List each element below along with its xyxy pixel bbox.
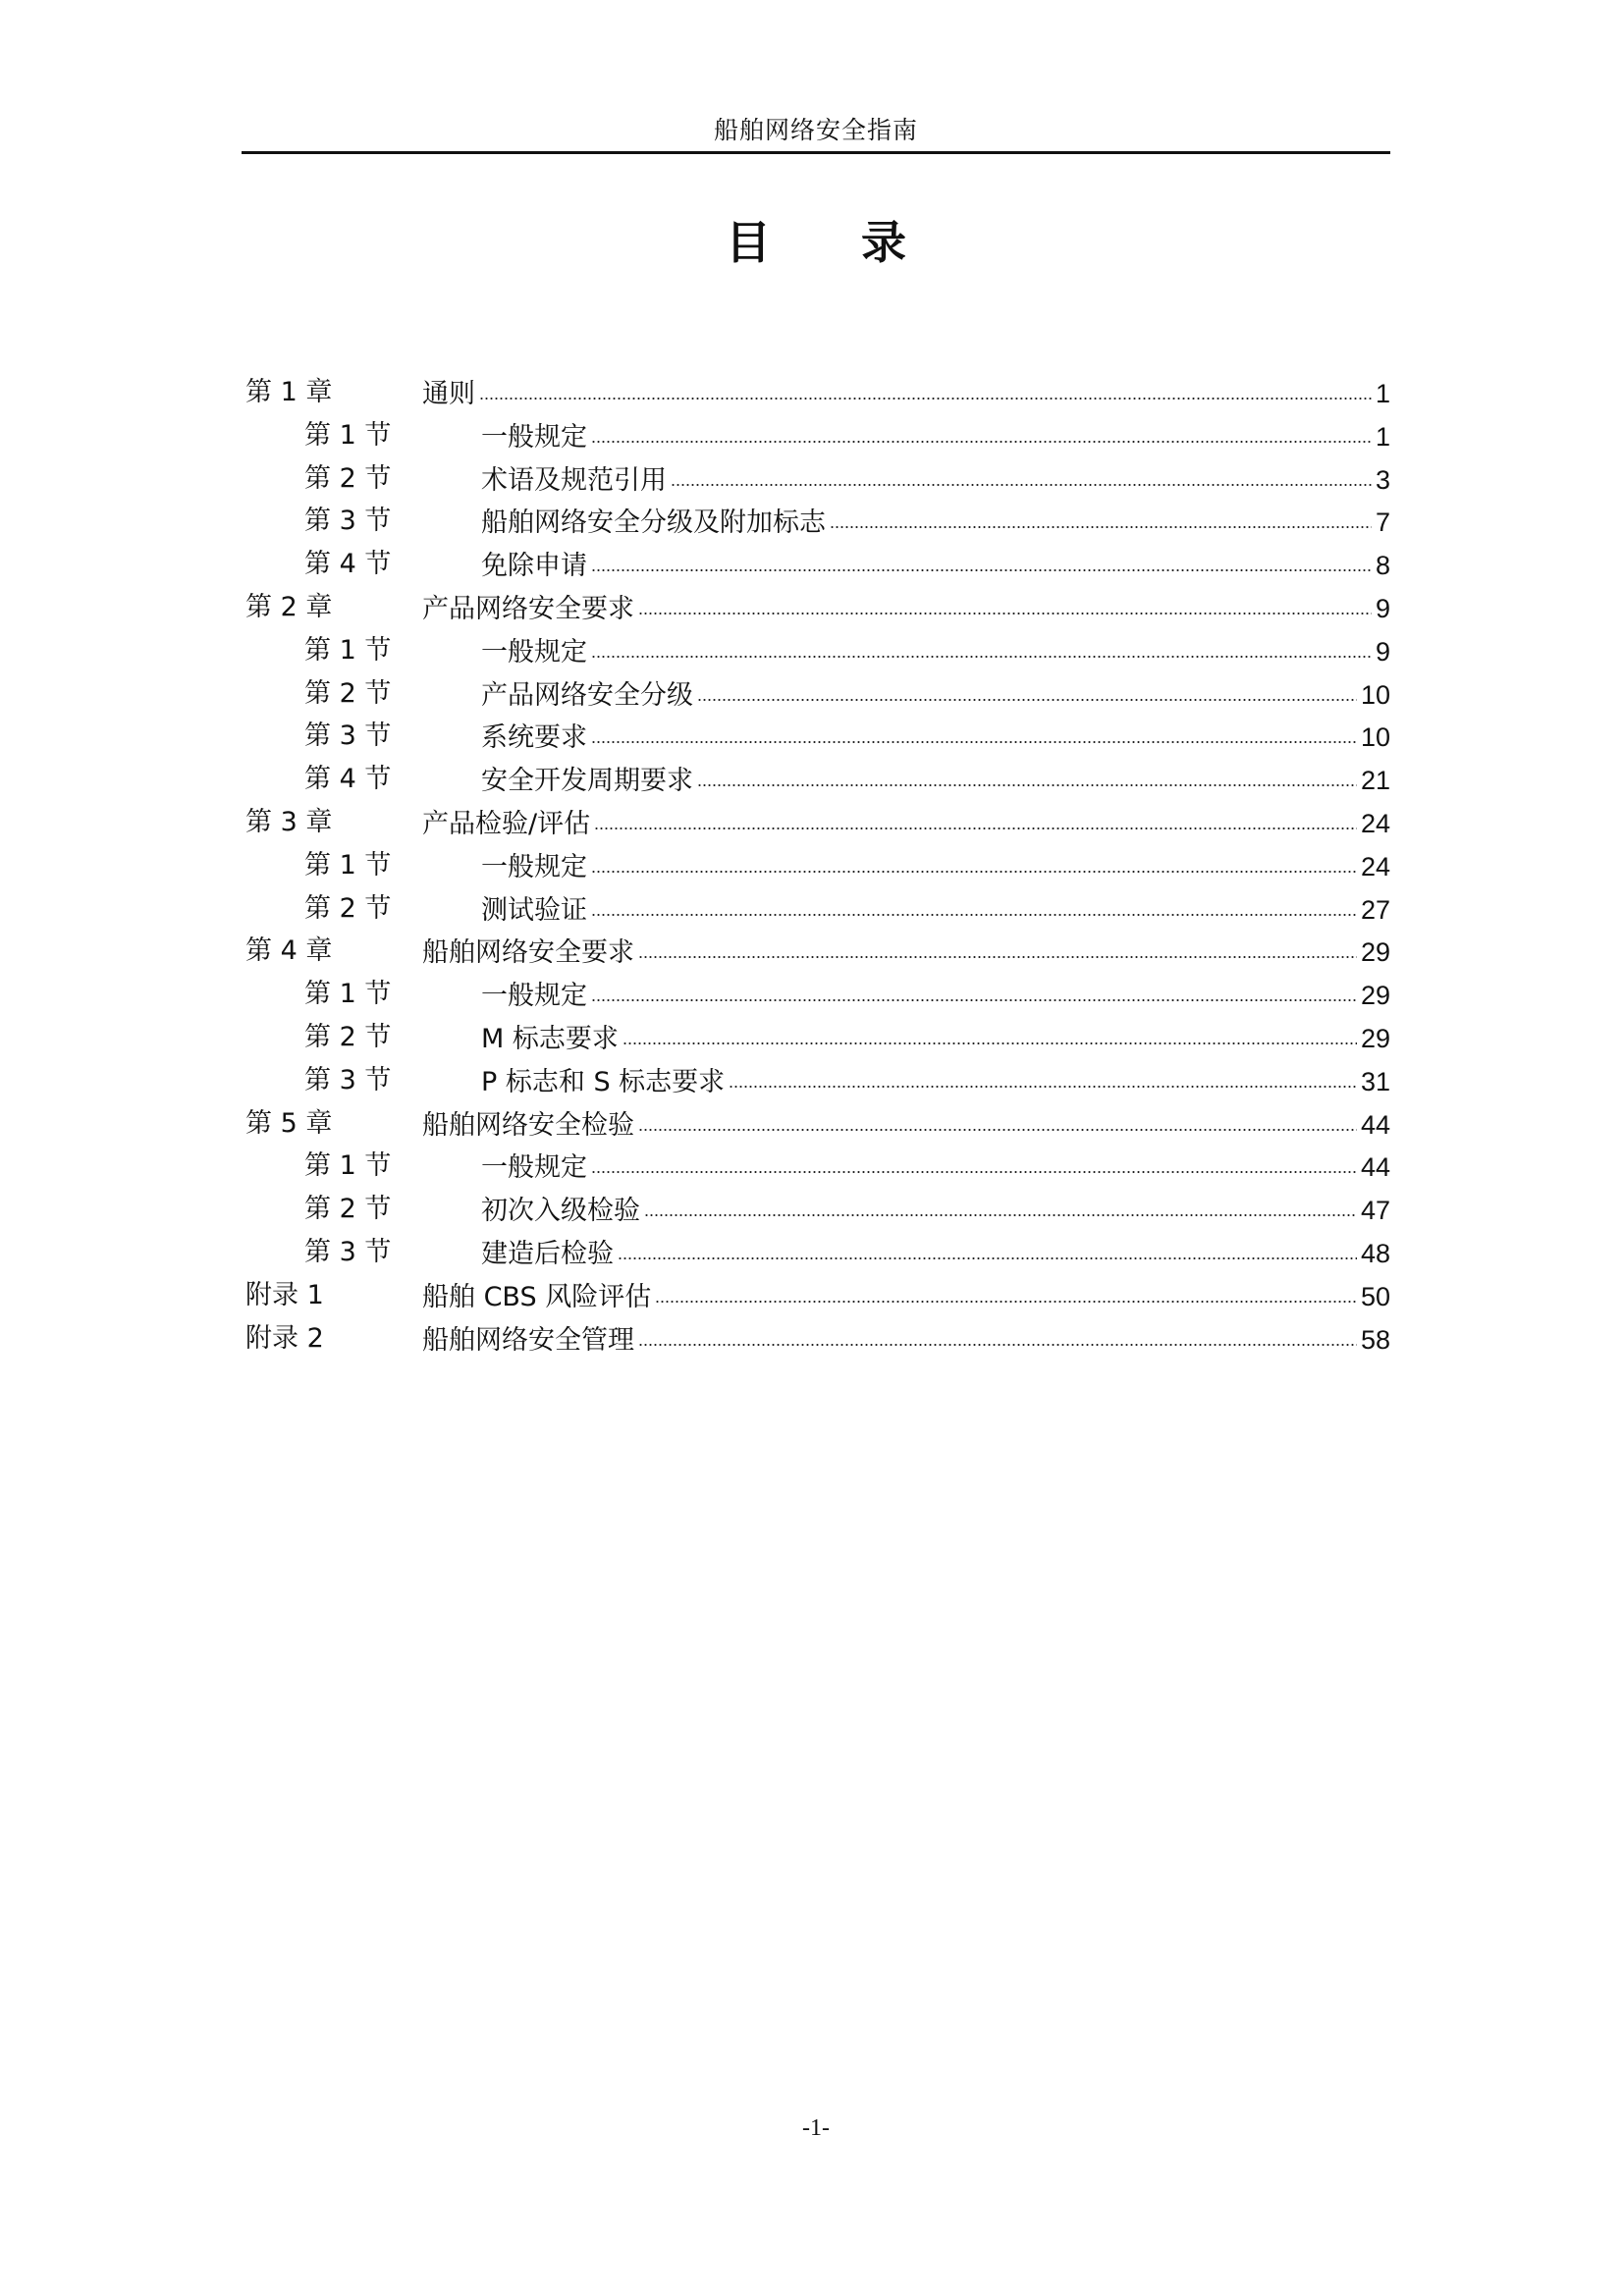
toc-entry-title: 术语及规范引用 (481, 464, 667, 496)
toc-entry-page-number: 10 (1360, 722, 1390, 753)
toc-entry-line (481, 543, 1390, 588)
toc-entry-page-number: 44 (1360, 1152, 1390, 1183)
toc-entry-page-number: 24 (1360, 808, 1390, 838)
toc-section-entry[interactable] (245, 973, 1390, 1016)
toc-entry-page-number: 44 (1360, 1109, 1390, 1140)
toc-entry-title: 测试验证 (481, 894, 587, 926)
dot-leader (591, 973, 1357, 1004)
toc-entry-page-number: 9 (1375, 593, 1390, 623)
dot-leader (594, 801, 1357, 832)
toc-title-right-char: 录 (861, 216, 906, 269)
toc-entry-page-number: 21 (1360, 766, 1390, 796)
toc-entry-title: P 标志和 S 标志要求 (481, 1066, 726, 1097)
toc-entry-title: 一般规定 (481, 851, 587, 882)
dot-leader (591, 715, 1357, 746)
toc-entry-line (422, 371, 1390, 416)
dot-leader (618, 1231, 1357, 1262)
toc-entry-title: 一般规定 (481, 421, 587, 453)
toc-entry-title: 船舶网络安全分级及附加标志 (481, 507, 826, 539)
dot-leader (830, 500, 1372, 531)
toc-entry-label: 第 2 节 (304, 892, 392, 924)
toc-entry-page-number: 29 (1360, 981, 1390, 1011)
header-rule (242, 151, 1390, 154)
toc-entry-title: 通则 (422, 379, 475, 409)
dot-leader (638, 586, 1372, 617)
toc-entry-page-number: 1 (1375, 379, 1390, 408)
toc-entry-line (422, 1274, 1390, 1319)
toc-entry-line (481, 414, 1390, 459)
toc-entry-title: 船舶网络安全要求 (422, 937, 634, 969)
toc-entry-title: 建造后检验 (481, 1238, 614, 1269)
toc-entry-line (481, 1016, 1390, 1061)
toc-chapter-entry[interactable] (245, 1274, 1390, 1317)
toc-section-entry[interactable] (245, 414, 1390, 457)
toc-chapter-entry[interactable] (245, 586, 1390, 629)
toc-entry-title: 船舶网络安全检验 (422, 1109, 634, 1141)
toc-chapter-entry[interactable] (245, 930, 1390, 973)
toc-entry-page-number: 24 (1360, 851, 1390, 881)
toc-entry-line (481, 844, 1390, 889)
toc-entry-line (481, 758, 1390, 803)
toc-chapter-entry[interactable] (245, 1102, 1390, 1146)
toc-entry-line (481, 1145, 1390, 1190)
toc-entry-label: 第 2 节 (304, 1194, 392, 1225)
toc-entry-page-number: 3 (1375, 464, 1390, 495)
toc-entry-label: 第 2 章 (245, 591, 333, 622)
toc-entry-line (422, 1317, 1390, 1362)
dot-leader (697, 672, 1357, 704)
toc-entry-page-number: 29 (1360, 1023, 1390, 1053)
toc-entry-label: 第 3 节 (304, 721, 392, 752)
toc-entry-line (422, 801, 1390, 846)
toc-section-entry[interactable] (245, 1059, 1390, 1102)
toc-section-entry[interactable] (245, 1188, 1390, 1231)
dot-leader (591, 629, 1372, 661)
dot-leader (638, 1102, 1357, 1134)
toc-entry-page-number: 27 (1360, 894, 1390, 925)
toc-entry-title: 产品网络安全要求 (422, 593, 634, 624)
dot-leader (644, 1188, 1357, 1219)
toc-entry-label: 第 2 节 (304, 462, 392, 494)
toc-entry-line (481, 1059, 1390, 1104)
toc-entry-title: 安全开发周期要求 (481, 766, 693, 797)
toc-entry-label: 第 3 节 (304, 1236, 392, 1267)
toc-entry-label: 附录 1 (245, 1279, 324, 1310)
toc-entry-line (422, 930, 1390, 975)
toc-entry-label: 第 1 节 (304, 634, 392, 666)
toc-entry-line (422, 586, 1390, 631)
toc-entry-title: 初次入级检验 (481, 1196, 640, 1227)
toc-chapter-entry[interactable] (245, 371, 1390, 414)
toc-entry-line (481, 629, 1390, 674)
toc-entry-line (481, 887, 1390, 933)
toc-entry-line (481, 672, 1390, 718)
toc-section-entry[interactable] (245, 758, 1390, 801)
toc-entry-title: 一般规定 (481, 636, 587, 667)
toc-entry-label: 第 4 节 (304, 549, 392, 580)
dot-leader (591, 1145, 1357, 1176)
toc-title-left-char: 目 (726, 216, 771, 269)
toc-entry-line (481, 500, 1390, 545)
table-of-contents (245, 371, 1390, 1360)
toc-section-entry[interactable] (245, 844, 1390, 887)
toc-entry-page-number: 29 (1360, 937, 1390, 968)
dot-leader (591, 887, 1357, 919)
toc-entry-title: 一般规定 (481, 981, 587, 1012)
dot-leader (591, 543, 1372, 574)
toc-entry-line (481, 973, 1390, 1018)
toc-entry-title: 船舶 CBS 风险评估 (422, 1281, 652, 1312)
toc-entry-title: 免除申请 (481, 551, 587, 582)
toc-entry-title: 一般规定 (481, 1152, 587, 1184)
toc-entry-line (481, 457, 1390, 503)
dot-leader (623, 1016, 1357, 1047)
dot-leader (655, 1274, 1357, 1306)
toc-chapter-entry[interactable] (245, 1317, 1390, 1361)
toc-section-entry[interactable] (245, 457, 1390, 501)
toc-entry-label: 第 4 章 (245, 935, 333, 967)
dot-leader (638, 1317, 1357, 1349)
toc-title (242, 208, 1390, 277)
toc-section-entry[interactable] (245, 500, 1390, 543)
toc-entry-label: 第 1 节 (304, 979, 392, 1010)
toc-entry-title: 产品检验/评估 (422, 808, 591, 839)
toc-entry-title: 系统要求 (481, 722, 587, 754)
toc-entry-page-number: 58 (1360, 1324, 1390, 1355)
toc-entry-title: 产品网络安全分级 (481, 679, 693, 711)
toc-entry-page-number: 10 (1360, 679, 1390, 710)
dot-leader (697, 758, 1357, 789)
toc-entry-label: 附录 2 (245, 1322, 324, 1354)
toc-section-entry[interactable] (245, 1231, 1390, 1274)
dot-leader (729, 1059, 1357, 1091)
toc-entry-page-number: 31 (1360, 1066, 1390, 1096)
toc-entry-label: 第 2 节 (304, 1021, 392, 1052)
toc-entry-label: 第 1 节 (304, 419, 392, 451)
toc-section-entry[interactable] (245, 1016, 1390, 1059)
toc-entry-label: 第 1 节 (304, 1150, 392, 1182)
toc-entry-label: 第 3 章 (245, 806, 333, 837)
toc-entry-label: 第 3 节 (304, 506, 392, 537)
toc-entry-label: 第 3 节 (304, 1064, 392, 1095)
toc-section-entry[interactable] (245, 1145, 1390, 1188)
toc-section-entry[interactable] (245, 715, 1390, 758)
toc-section-entry[interactable] (245, 887, 1390, 931)
toc-entry-line (481, 1231, 1390, 1276)
page-number: -1- (802, 2115, 830, 2141)
toc-entry-label: 第 5 章 (245, 1107, 333, 1139)
toc-section-entry[interactable] (245, 672, 1390, 716)
toc-entry-line (481, 715, 1390, 760)
dot-leader (591, 414, 1372, 446)
toc-entry-page-number: 1 (1375, 421, 1390, 452)
dot-leader (591, 844, 1357, 876)
toc-entry-line (481, 1188, 1390, 1233)
toc-entry-page-number: 8 (1375, 551, 1390, 581)
toc-entry-page-number: 50 (1360, 1281, 1390, 1311)
toc-entry-label: 第 4 节 (304, 764, 392, 795)
toc-entry-label: 第 2 节 (304, 677, 392, 709)
dot-leader (671, 457, 1372, 489)
toc-entry-label: 第 1 节 (304, 849, 392, 881)
toc-entry-title: 船舶网络安全管理 (422, 1324, 634, 1356)
toc-entry-line (422, 1102, 1390, 1148)
toc-entry-label: 第 1 章 (245, 377, 333, 407)
toc-section-entry[interactable] (245, 629, 1390, 672)
toc-entry-page-number: 48 (1360, 1238, 1390, 1268)
running-header: 船舶网络安全指南 (713, 116, 918, 144)
toc-chapter-entry[interactable] (245, 801, 1390, 844)
toc-entry-page-number: 47 (1360, 1196, 1390, 1226)
toc-entry-title: M 标志要求 (481, 1023, 619, 1054)
toc-entry-page-number: 9 (1375, 636, 1390, 667)
toc-section-entry[interactable] (245, 543, 1390, 586)
dot-leader (479, 371, 1372, 402)
dot-leader (638, 930, 1357, 961)
toc-entry-page-number: 7 (1375, 507, 1390, 538)
